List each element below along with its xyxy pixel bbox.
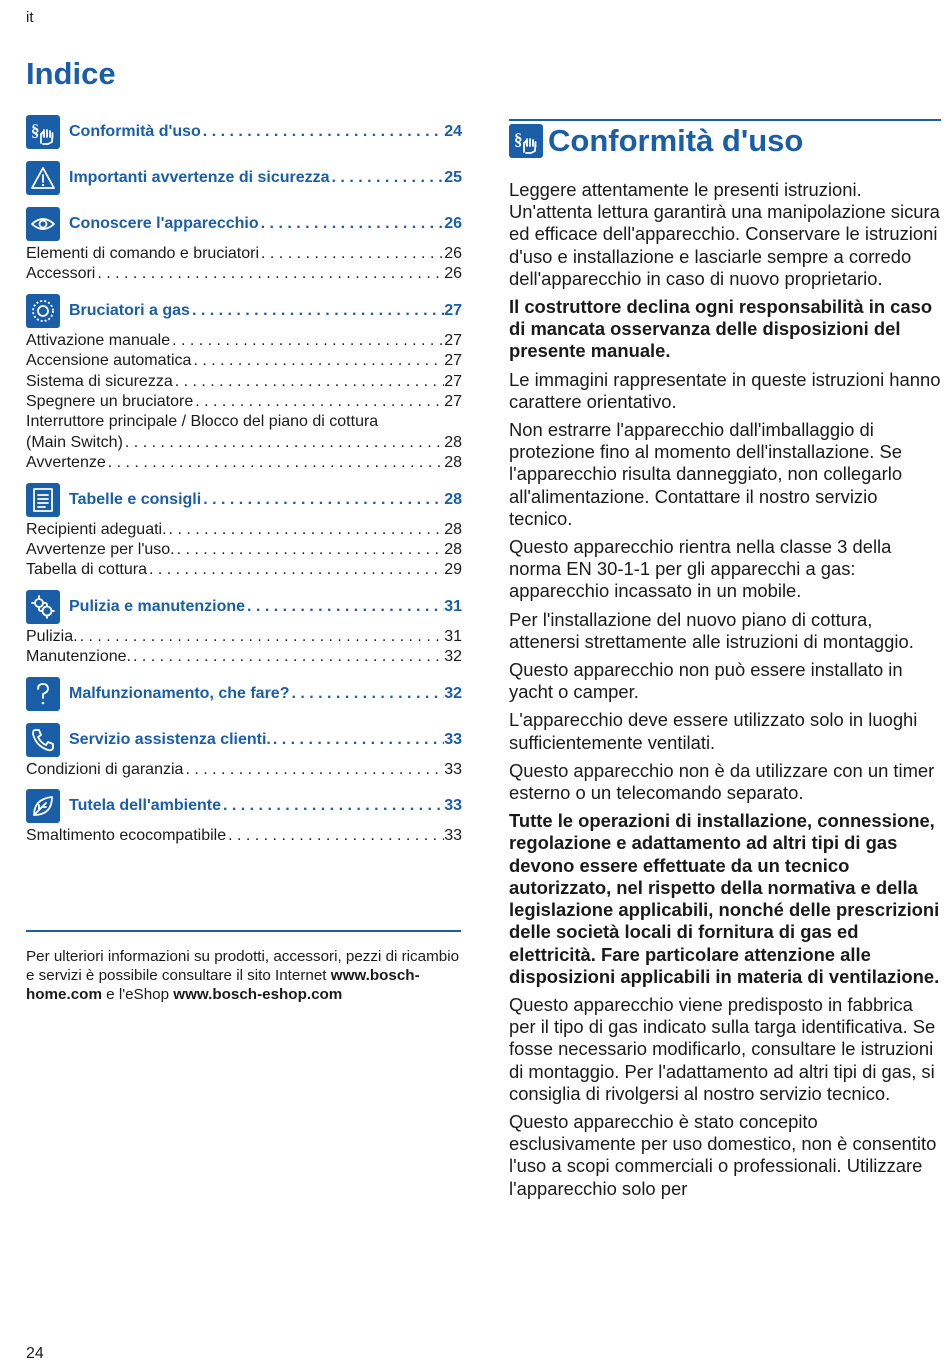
leader-dots: [78, 627, 445, 647]
leader-dots: [191, 351, 444, 371]
language-code: it: [26, 9, 34, 26]
toc-page-number: 33: [444, 797, 462, 815]
toc-entry-page: 27: [444, 331, 462, 349]
footer-text-2: e l'eShop: [101, 986, 174, 1003]
toc-section[interactable]: [26, 587, 462, 627]
conformity-hand-icon: [26, 115, 60, 149]
toc-section-title-row: [69, 491, 462, 509]
footer-link-home[interactable]: www.bosch-home.com: [26, 967, 420, 1003]
bold-paragraph: Tutte le operazioni di installazione, connessione, regolazione e adattamento ad altri tipi di gas devono essere effettuate da un tecnico autorizzato, nel rispetto della normativa e della legislazione applicabili, nonché delle prescrizioni delle società locali di fornitura di gas ed elettricità. Fare particolare attenzione alle disposizioni applicabili in materia di ventilazione.: [509, 810, 940, 987]
toc-section-title-row: [69, 731, 462, 749]
leader-dots: [123, 433, 444, 453]
leader-dots: [193, 392, 444, 412]
toc-entry[interactable]: [26, 351, 462, 371]
toc-section-title: Malfunzionamento, che fare?: [69, 684, 290, 702]
toc-section-title-row: [69, 685, 462, 703]
paragraph: Le immagini rappresentate in queste istruzioni hanno carattere orientativo.: [509, 368, 941, 412]
footer-note: [26, 947, 462, 1004]
toc-entry-label: Avvertenze per l'uso.: [26, 541, 175, 559]
toc-entry-page: 28: [444, 433, 462, 451]
content-column: [509, 119, 941, 1206]
toc-section-title: Conoscere l'apparecchio: [69, 215, 259, 232]
toc-entry-page: 28: [444, 454, 462, 472]
toc-entry[interactable]: [26, 392, 462, 412]
toc-entry-line[interactable]: Interruttore principale / Blocco del piano di cottura: [26, 413, 379, 431]
toc-entry-page: 28: [444, 541, 462, 559]
toc-section-title-row: [69, 169, 462, 187]
toc-section[interactable]: [26, 480, 462, 520]
toc-entry[interactable]: [26, 627, 462, 647]
leader-dots: [170, 331, 444, 351]
toc-entry[interactable]: [26, 264, 462, 284]
leader-dots: [95, 264, 444, 284]
leader-dots: [147, 560, 444, 580]
paragraph: Questo apparecchio viene predisposto in fabbrica per il tipo di gas indicato sulla targa identificativa. Se fosse necessario modificarlo, consultare le istruzioni di montaggio. Per l'adattamento ad altri tipi di gas, si consiglia di rivolgersi al nostro servizio tecnico.: [509, 993, 936, 1104]
toc-entry-page: 28: [444, 520, 462, 538]
leader-dots: [201, 123, 444, 141]
leader-dots: [226, 826, 444, 846]
leader-dots: [190, 302, 444, 320]
toc-section[interactable]: [26, 786, 462, 826]
toc-entry-label: Accensione automatica: [26, 352, 192, 370]
toc-entry-page: 32: [444, 648, 462, 666]
leader-dots: [289, 685, 444, 703]
toc-section[interactable]: [26, 112, 462, 152]
phone-icon: [26, 723, 60, 757]
toc-entry[interactable]: [26, 560, 462, 580]
toc-section-title: Pulizia e manutenzione: [69, 597, 246, 615]
toc-section-title-row: [69, 598, 462, 616]
toc-entry-label: Accessori: [26, 265, 96, 283]
toc-section-title-row: [69, 123, 462, 141]
toc-page-number: 33: [444, 730, 462, 748]
toc-entry[interactable]: [26, 372, 462, 392]
toc-entry-page: 33: [444, 760, 462, 778]
toc-page-number: 28: [444, 490, 462, 508]
toc-section-title: Servizio assistenza clienti.: [69, 730, 271, 748]
bold-paragraph: Il costruttore declina ogni responsabilità in caso di mancata osservanza delle disposizioni del presente manuale.: [509, 296, 933, 362]
toc-entry[interactable]: [26, 760, 462, 780]
toc-entry-label: Condizioni di garanzia: [26, 760, 184, 778]
toc-section[interactable]: [26, 158, 462, 198]
toc-page-number: 24: [444, 123, 462, 140]
leader-dots: [175, 540, 445, 560]
leader-dots: [106, 453, 444, 473]
toc-entry-page: 26: [444, 245, 462, 262]
toc-entry-label: Avvertenze: [26, 454, 106, 472]
paragraph: L'apparecchio deve essere utilizzato solo in luoghi sufficientemente ventilati.: [509, 709, 918, 753]
toc-section[interactable]: [26, 674, 462, 714]
paragraph: Leggere attentamente le presenti istruzioni. Un'attenta lettura garantirà una manipolazione sicura ed efficace dell'apparecchio. Conservare le istruzioni d'uso e installazione e lasciarle sempre a corredo dell'apparecchio in caso di nuovo proprietario.: [509, 179, 940, 289]
toc-entry[interactable]: [26, 453, 462, 473]
toc-entry-label: Pulizia.: [26, 627, 78, 645]
paragraph: Questo apparecchio rientra nella classe 3 della norma EN 30-1-1 per gli apparecchi a gas: apparecchio incassato in un mobile.: [509, 536, 892, 602]
burner-icon: [26, 294, 60, 328]
leaf-icon: [26, 789, 60, 823]
toc-entry-label: Attivazione manuale: [26, 331, 171, 349]
eye-icon: [26, 207, 60, 241]
toc-entry-label: Sistema di sicurezza: [26, 372, 173, 390]
toc-entry[interactable]: [26, 826, 462, 846]
toc-entry-page: 27: [444, 372, 462, 390]
toc-entry[interactable]: [26, 540, 462, 560]
toc-entry-label: Spegnere un bruciatore: [26, 393, 194, 411]
toc-section-title: Importanti avvertenze di sicurezza: [69, 169, 330, 186]
toc-entry-label: Elementi di comando e bruciatori: [26, 245, 260, 262]
leader-dots: [221, 797, 444, 815]
leader-dots: [259, 244, 444, 264]
toc-section[interactable]: [26, 720, 462, 760]
gears-icon: [26, 590, 60, 624]
question-icon: [26, 677, 60, 711]
leader-dots: [183, 760, 444, 780]
paragraph: Non estrarre l'apparecchio dall'imballaggio di protezione fino al momento dell'installazione. Se l'apparecchio risulta danneggiato, non collegarlo all'alimentazione. Contattare il nostro servizio tecnico.: [509, 419, 903, 529]
toc-entry-page: 27: [444, 393, 462, 411]
toc-entry[interactable]: [26, 433, 462, 453]
leader-dots: [330, 169, 445, 187]
toc-entry-page: 33: [444, 827, 462, 845]
toc-page-number: 32: [444, 684, 462, 702]
section-body: [509, 179, 941, 1200]
toc-page-number: 27: [444, 301, 462, 319]
section-heading: Conformità d'uso: [548, 123, 804, 158]
footer-text: Per ulteriori informazioni su prodotti, accessori, pezzi di ricambio e servizi è possibile consultare il sito Internet: [26, 948, 460, 984]
toc-page-number: 25: [444, 169, 462, 186]
toc-section-title: Bruciatori a gas: [69, 301, 190, 319]
toc-entry-label: Manutenzione.: [26, 648, 131, 666]
section-header: [509, 119, 941, 159]
toc-page-number: 26: [444, 215, 462, 232]
toc-section[interactable]: [26, 291, 462, 331]
paragraph: Per l'installazione del nuovo piano di cottura, attenersi strettamente alle istruzioni di montaggio.: [509, 608, 914, 652]
page-number: 24: [26, 1345, 44, 1362]
toc-section-title: Tutela dell'ambiente: [69, 797, 221, 815]
leader-dots: [131, 647, 444, 667]
toc-entry[interactable]: [26, 520, 462, 540]
warning-triangle-icon: [26, 161, 60, 195]
toc-entry-label: Smaltimento ecocompatibile: [26, 827, 227, 845]
conformity-hand-icon: [509, 124, 543, 158]
toc-entry-page: 26: [444, 265, 462, 283]
toc-entry[interactable]: [26, 647, 462, 667]
toc-entry-label: (Main Switch): [26, 433, 123, 451]
footer-link-eshop[interactable]: www.bosch-eshop.com: [173, 986, 343, 1003]
leader-dots: [167, 520, 445, 540]
toc-entry-page: 31: [444, 627, 462, 645]
toc-entry-page: 27: [444, 352, 462, 370]
paragraph: Questo apparecchio è stato concepito esclusivamente per uso domestico, non è consentito l'uso a scopi commerciali o professionali. Utilizzare l'apparecchio solo per: [509, 1110, 937, 1199]
divider: [26, 930, 461, 932]
svg-text:§: §: [514, 130, 523, 149]
toc-section-title: Tabelle e consigli: [69, 490, 202, 508]
paragraph: Questo apparecchio non può essere installato in yacht o camper.: [509, 659, 903, 703]
leader-dots: [271, 731, 444, 749]
toc-page-number: 31: [444, 597, 462, 615]
table-of-contents: [26, 112, 462, 847]
page-title: Indice: [26, 56, 116, 91]
toc-entry[interactable]: [26, 244, 462, 264]
leader-dots: [173, 372, 444, 392]
toc-entry-page: 29: [444, 561, 462, 579]
toc-entry-label: Recipienti adeguati.: [26, 520, 167, 538]
svg-text:§: §: [31, 121, 40, 140]
paragraph: Questo apparecchio non è da utilizzare con un timer esterno o un telecomando separato.: [509, 759, 935, 804]
toc-entry[interactable]: [26, 331, 462, 351]
leader-dots: [259, 215, 445, 233]
toc-section-title-row: [69, 302, 462, 320]
leader-dots: [245, 598, 444, 616]
leader-dots: [201, 491, 444, 509]
toc-section-title: Conformità d'uso: [69, 123, 201, 140]
toc-entry-label: Tabella di cottura: [26, 561, 147, 579]
document-icon: [26, 483, 60, 517]
toc-section-title-row: [69, 797, 462, 815]
toc-section-title-row: [69, 215, 462, 233]
toc-section[interactable]: [26, 204, 462, 244]
